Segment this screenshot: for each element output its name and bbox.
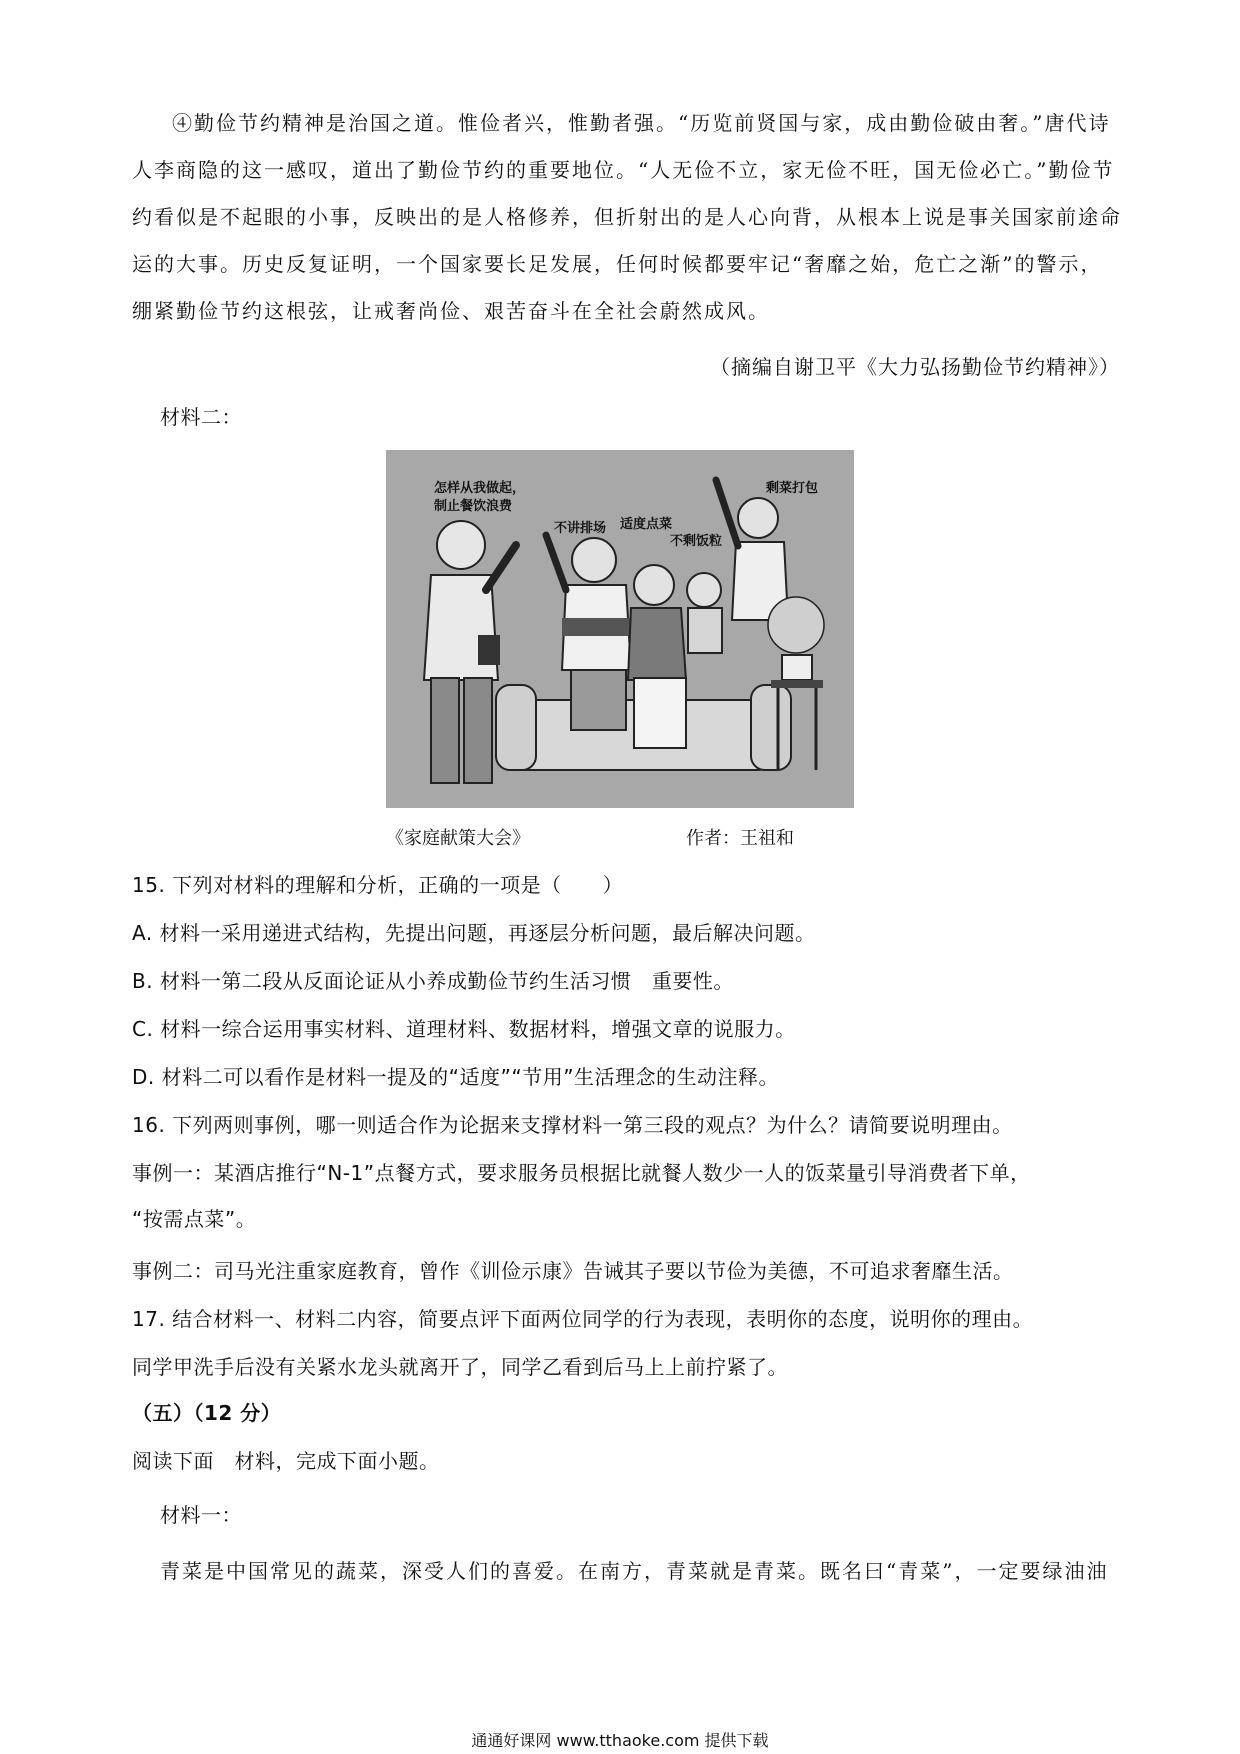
speech-bushengfanli: 不剩饭粒	[670, 534, 723, 549]
section-5-paragraph-1: 青菜是中国常见的蔬菜，深受人们的喜爱。在南方，青菜就是青菜。既名曰“青菜”，一定要绿油油	[160, 1559, 1109, 1583]
question-16-example-2: 事例二：司马光注重家庭教育，曾作《训俭示康》告诫其子要以节俭为美德，不可追求奢靡生活。	[132, 1259, 1014, 1283]
material2-label: 材料二：	[160, 405, 242, 429]
book	[478, 635, 500, 665]
question-16-example-1: 事例一：某酒店推行“N-1”点餐方式，要求服务员根据比就餐人数少一人的饭菜量引导消费者下单，	[132, 1161, 1031, 1185]
cartoon-illustration	[386, 450, 854, 808]
question-15-option-c: C. 材料一综合运用事实材料、道理材料、数据材料，增强文章的说服力。	[132, 1017, 796, 1041]
question-17-case: 同学甲洗手后没有关紧水龙头就离开了，同学乙看到后马上上前拧紧了。	[132, 1355, 788, 1379]
speech-shidudiancai: 适度点菜	[620, 517, 673, 532]
page-footer: 通通好课网 www.tthaoke.com 提供下载	[471, 1731, 769, 1750]
question-15-option-b: B. 材料一第二段从反面论证从小养成勤俭节约生活习惯 重要性。	[132, 969, 734, 993]
section-5-instruction: 阅读下面 材料，完成下面小题。	[132, 1449, 440, 1473]
sofa-arm-right	[751, 685, 791, 770]
question-17: 17. 结合材料一、材料二内容，简要点评下面两位同学的行为表现，表明你的态度，说明你的理由。	[132, 1307, 1034, 1331]
caption-author: 作者：王祖和	[686, 828, 794, 849]
speech-teacher-line2: 制止餐饮浪费	[434, 499, 513, 514]
sofa-arm-left	[496, 685, 536, 770]
question-16: 16. 下列两则事例，哪一则适合作为论据来支撑材料一第三段的观点？为什么？请简要说明理由。	[132, 1113, 1013, 1137]
speech-teacher-line1: 怎样从我做起，	[434, 481, 526, 496]
question-15: 15. 下列对材料的理解和分析，正确的一项是（ ）	[132, 873, 624, 897]
speech-bujiangpaichang: 不讲排场	[554, 521, 607, 536]
question-16-example-1-cont: “按需点菜”。	[132, 1207, 257, 1231]
source-citation: （摘编自谢卫平《大力弘扬勤俭节约精神》）	[710, 355, 1120, 379]
child-figure	[687, 573, 722, 653]
cartoon-caption	[386, 820, 854, 854]
material1-paragraph-4: ④勤俭节约精神是治国之道。惟俭者兴，惟勤者强。“历览前贤国与家，成由勤俭破由奢。”唐代诗人李商隐的这一感叹，道出了勤俭节约的重要地位。“人无俭不立，家无俭不旺，国无俭必亡。”勤俭节约看似是不起眼的小事，反映出的是人格修养，但折射出的是人心向背，从根本上说是事关国家前途命运的大事。历史反复证明，一个国家要长足发展，任何时候都要牢记“奢靡之始，危亡之渐”的警示，绷紧勤俭节约这根弦，让戒奢尚俭、艰苦奋斗在全社会蔚然成风。	[132, 111, 1122, 323]
question-15-option-d: D. 材料二可以看作是材料一提及的“适度”“节用”生活理念的生动注释。	[132, 1065, 780, 1089]
question-15-option-a: A. 材料一采用递进式结构，先提出问题，再逐层分析问题，最后解决问题。	[132, 921, 816, 945]
caption-title: 《家庭献策大会》	[386, 828, 530, 849]
section-5-heading: （五）（12 分）	[132, 1401, 282, 1425]
section-5-material1-label: 材料一：	[160, 1503, 242, 1527]
speech-shengcaidabao: 剩菜打包	[766, 481, 819, 496]
